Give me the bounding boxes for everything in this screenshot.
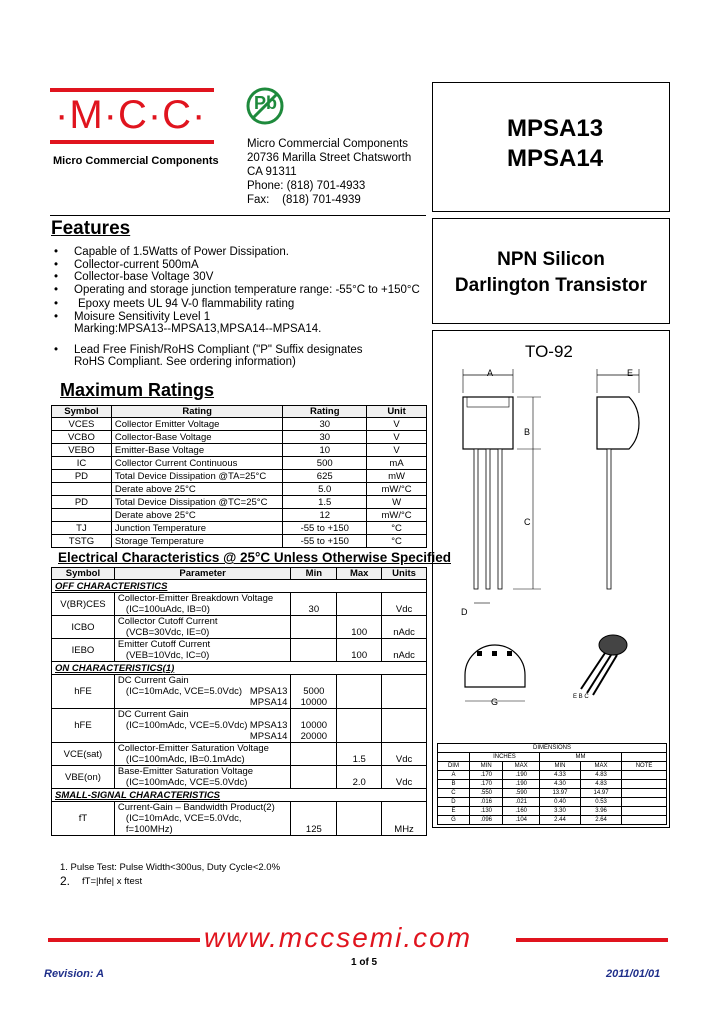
elec-parameter [114, 709, 290, 743]
rating-unit: mW [367, 470, 427, 483]
off-characteristics-title-row [52, 580, 427, 593]
dim-group-inches: INCHES [469, 753, 539, 762]
max-ratings-header: Rating [283, 406, 367, 418]
part-number-1: MPSA13 [507, 115, 604, 142]
param-name: DC Current Gain [117, 675, 189, 686]
elec-unit [382, 709, 427, 743]
dim-cell: 4.30 [539, 780, 580, 789]
dim-cell: 14.97 [581, 789, 622, 798]
small-signal-title: SMALL-SIGNAL CHARACTERISTICS [52, 789, 427, 802]
max-ratings-row [52, 509, 427, 522]
elec-row [52, 616, 427, 639]
company-address [247, 137, 411, 207]
elec-row [52, 709, 427, 743]
param-condition-text: (IC=100mAdc, VCE=5.0Vdc) [125, 777, 248, 788]
elec-max: 100 [337, 639, 382, 662]
dim-row [438, 807, 667, 816]
rating-symbol: PD [52, 470, 112, 483]
note-1: 1. Pulse Test: Pulse Width<300us, Duty Cycle<2.0% [60, 862, 281, 873]
dim-header: DIM [438, 762, 470, 771]
logo-top-bar [50, 88, 214, 92]
rating-name: Derate above 25°C [111, 509, 282, 522]
elec-min [291, 639, 337, 662]
dim-cell [622, 798, 667, 807]
elec-parameter [114, 639, 290, 662]
rating-value: 5.0 [283, 483, 367, 496]
device-description-box [432, 218, 670, 324]
dimension-table [437, 743, 667, 825]
small-signal-title-row [52, 789, 427, 802]
param-condition-text: (IC=100uAdc, IB=0) [125, 604, 210, 615]
elec-unit: Vdc [382, 743, 427, 766]
max-ratings-row [52, 470, 427, 483]
features-rule [50, 215, 426, 216]
address-line: Micro Commercial Components [247, 138, 409, 150]
param-condition [118, 777, 287, 788]
rating-unit: °C [367, 522, 427, 535]
dim-row [438, 789, 667, 798]
param-condition-text: (IC=10mAdc, VCE=5.0Vdc, f=100MHz) [125, 813, 242, 835]
elec-unit: MHz [382, 802, 427, 836]
param-name: Collector-Emitter Saturation Voltage [117, 743, 269, 754]
feature-item: Marking:MPSA13--MPSA13,MPSA14--MPSA14. [74, 323, 322, 335]
on-characteristics-title-row [52, 662, 427, 675]
pb-free-icon [243, 84, 287, 128]
note-2-number: 2. [60, 874, 71, 888]
param-name: DC Current Gain [117, 709, 189, 720]
dim-cell [622, 816, 667, 825]
dim-row [438, 798, 667, 807]
rating-symbol: TJ [52, 522, 112, 535]
rating-symbol: IC [52, 457, 112, 470]
feature-item: • Collector-current 500mA [48, 259, 428, 272]
elec-max: 1.5 [337, 743, 382, 766]
dim-cell: .104 [503, 816, 540, 825]
device-line-1: NPN Silicon [497, 249, 605, 270]
elec-header: Symbol [52, 568, 115, 580]
dim-label-e: E [627, 368, 634, 378]
max-ratings-header: Unit [367, 406, 427, 418]
rating-unit: mA [367, 457, 427, 470]
package-front-view [453, 367, 553, 627]
logo-caption: Micro Commercial Components [53, 155, 219, 167]
elec-title: Electrical Characteristics @ 25°C Unless Otherwise Specified [58, 550, 451, 565]
dim-cell: .096 [469, 816, 502, 825]
param-condition-text: (IC=100mAdc, VCE=5.0Vdc) [125, 720, 248, 731]
pin-labels-ebc: E B C [573, 694, 589, 700]
pb-badge-text: Pb [254, 93, 278, 113]
footer-bar-right [516, 938, 668, 942]
dim-cell: A [438, 771, 470, 780]
param-name: Base-Emitter Saturation Voltage [117, 766, 254, 777]
elec-header: Units [382, 568, 427, 580]
dim-cell: .160 [503, 807, 540, 816]
dim-cell: .130 [469, 807, 502, 816]
elec-row [52, 743, 427, 766]
dim-cell: E [438, 807, 470, 816]
dim-label-g: G [491, 697, 499, 707]
rating-name: Collector Emitter Voltage [111, 418, 282, 431]
dim-cell: .590 [503, 789, 540, 798]
dim-cell: 4.83 [581, 771, 622, 780]
dim-cell: .016 [469, 798, 502, 807]
dim-cell: .550 [469, 789, 502, 798]
elec-max: 2.0 [337, 766, 382, 789]
elec-max [337, 593, 382, 616]
elec-symbol: ICBO [52, 616, 115, 639]
rating-value: 12 [283, 509, 367, 522]
dim-cell: .170 [469, 780, 502, 789]
part-number-box [432, 82, 670, 212]
dim-cell [622, 789, 667, 798]
dim-cell: 0.40 [539, 798, 580, 807]
dim-cell: 4.83 [581, 780, 622, 789]
rating-value: 500 [283, 457, 367, 470]
rating-symbol: VCES [52, 418, 112, 431]
address-fax: Fax: (818) 701-4939 [247, 194, 361, 206]
elec-symbol: fT [52, 802, 115, 836]
rating-value: 1.5 [283, 496, 367, 509]
elec-symbol: hFE [52, 675, 115, 709]
dim-cell: 3.96 [581, 807, 622, 816]
dim-cell: 3.30 [539, 807, 580, 816]
elec-symbol: hFE [52, 709, 115, 743]
dim-cell: 4.33 [539, 771, 580, 780]
max-ratings-row [52, 418, 427, 431]
max-ratings-row [52, 483, 427, 496]
package-bottom-view [459, 631, 539, 711]
rating-name: Total Device Dissipation @TA=25°C [111, 470, 282, 483]
elec-unit: Vdc [382, 593, 427, 616]
elec-header: Max [337, 568, 382, 580]
elec-symbol: VBE(on) [52, 766, 115, 789]
rating-unit: V [367, 418, 427, 431]
dim-cell [622, 771, 667, 780]
rating-unit: °C [367, 535, 427, 548]
dim-row [438, 816, 667, 825]
param-name: Collector-Emitter Breakdown Voltage [117, 593, 274, 604]
rating-value: 10 [283, 444, 367, 457]
dim-cell: B [438, 780, 470, 789]
footer-bar-left [48, 938, 200, 942]
max-ratings-title: Maximum Ratings [60, 380, 215, 400]
dim-row [438, 780, 667, 789]
elec-max [337, 709, 382, 743]
dim-cell: 13.97 [539, 789, 580, 798]
dim-cell: C [438, 789, 470, 798]
max-ratings-row [52, 496, 427, 509]
feature-item: • Moisure Sensitivity Level 1 [48, 311, 428, 324]
rating-unit: W [367, 496, 427, 509]
revision: Revision: A [44, 968, 105, 980]
device-line-2: Darlington Transistor [454, 275, 648, 296]
param-condition-text: (VEB=10Vdc, IC=0) [125, 650, 210, 661]
dim-cell: .190 [503, 780, 540, 789]
dim-label-d: D [461, 607, 468, 617]
elec-char-table [51, 567, 427, 836]
elec-min: 125 [291, 802, 337, 836]
max-ratings-header: Rating [111, 406, 282, 418]
dim-header: MIN [539, 762, 580, 771]
max-ratings-table [51, 405, 427, 548]
address-line: CA 91311 [247, 166, 297, 178]
rating-symbol: VCBO [52, 431, 112, 444]
param-name: Emitter Cutoff Current [117, 639, 211, 650]
rating-value: -55 to +150 [283, 522, 367, 535]
rating-name: Collector Current Continuous [111, 457, 282, 470]
dim-header: MAX [581, 762, 622, 771]
feature-item: • Epoxy meets UL 94 V-0 flammability rating [48, 298, 428, 311]
param-condition [118, 720, 287, 742]
elec-max: 100 [337, 616, 382, 639]
max-ratings-row [52, 522, 427, 535]
max-ratings-header: Symbol [52, 406, 112, 418]
package-box [432, 330, 670, 828]
rating-value: -55 to +150 [283, 535, 367, 548]
dim-header: MIN [469, 762, 502, 771]
off-characteristics-title: OFF CHARACTERISTICS [52, 580, 427, 593]
rating-unit: mW/°C [367, 509, 427, 522]
features-list [48, 246, 428, 369]
dim-cell: .021 [503, 798, 540, 807]
dim-cell: .170 [469, 771, 502, 780]
rating-name: Junction Temperature [111, 522, 282, 535]
note-2-text: fT=|hfe| x ftest [82, 876, 143, 887]
elec-header: Min [291, 568, 337, 580]
rating-name: Emitter-Base Voltage [111, 444, 282, 457]
rating-symbol: TSTG [52, 535, 112, 548]
dim-cell [622, 780, 667, 789]
dim-cell: 2.64 [581, 816, 622, 825]
page-number: 1 of 5 [351, 957, 378, 968]
elec-parameter [114, 675, 290, 709]
elec-row [52, 593, 427, 616]
elec-symbol: IEBO [52, 639, 115, 662]
dim-header: NOTE [622, 762, 667, 771]
elec-row [52, 766, 427, 789]
rating-name: Storage Temperature [111, 535, 282, 548]
footer-url[interactable]: www.mccsemi.com [204, 922, 473, 953]
elec-parameter [114, 616, 290, 639]
elec-min: 10000 20000 [291, 709, 337, 743]
features-title: Features [51, 218, 131, 239]
rating-symbol [52, 483, 112, 496]
dim-header-blank [438, 753, 470, 762]
rating-name: Collector-Base Voltage [111, 431, 282, 444]
rating-value: 625 [283, 470, 367, 483]
elec-row [52, 675, 427, 709]
dim-cell [622, 807, 667, 816]
dim-table-title: DIMENSIONS [438, 744, 667, 753]
dim-cell: D [438, 798, 470, 807]
max-ratings-row [52, 535, 427, 548]
elec-min [291, 616, 337, 639]
logo-bottom-bar [50, 140, 214, 144]
elec-min: 5000 10000 [291, 675, 337, 709]
feature-item: • Operating and storage junction temperature range: -55°C to +150°C [48, 284, 428, 297]
dim-cell: 2.44 [539, 816, 580, 825]
param-part-numbers: MPSA13 MPSA14 [249, 686, 288, 708]
on-characteristics-title: ON CHARACTERISTICS(1) [52, 662, 427, 675]
param-condition-text: (IC=100mAdc, IB=0.1mAdc) [125, 754, 245, 765]
elec-parameter [114, 802, 290, 836]
rating-symbol: PD [52, 496, 112, 509]
dim-row [438, 771, 667, 780]
elec-unit: Vdc [382, 766, 427, 789]
param-condition-text: (VCB=30Vdc, IE=0) [125, 627, 210, 638]
mcc-logo: ·M·C·C· [55, 93, 207, 137]
elec-max [337, 802, 382, 836]
max-ratings-row [52, 444, 427, 457]
elec-row [52, 639, 427, 662]
elec-unit: nAdc [382, 616, 427, 639]
dim-cell: .190 [503, 771, 540, 780]
rating-value: 30 [283, 418, 367, 431]
elec-parameter [114, 766, 290, 789]
rating-unit: V [367, 431, 427, 444]
param-condition [118, 686, 287, 708]
param-condition-text: (IC=10mAdc, VCE=5.0Vdc) [125, 686, 243, 697]
address-phone: Phone: (818) 701-4933 [247, 180, 366, 192]
rating-symbol [52, 509, 112, 522]
param-name: Current-Gain – Bandwidth Product(2) [117, 802, 275, 813]
feature-item: • Lead Free Finish/RoHS Compliant ("P" Suffix designates [48, 344, 428, 357]
elec-max [337, 675, 382, 709]
rating-value: 30 [283, 431, 367, 444]
address-line: 20736 Marilla Street Chatsworth [247, 152, 412, 164]
feature-item: • Collector-base Voltage 30V [48, 271, 428, 284]
elec-unit [382, 675, 427, 709]
dim-label-c: C [524, 517, 531, 527]
elec-symbol: V(BR)CES [52, 593, 115, 616]
rating-unit: mW/°C [367, 483, 427, 496]
dim-group-mm: MM [539, 753, 621, 762]
elec-parameter [114, 593, 290, 616]
revision-date: 2011/01/01 [606, 968, 661, 980]
elec-row [52, 802, 427, 836]
elec-min [291, 766, 337, 789]
param-condition [118, 754, 287, 765]
param-condition [118, 604, 287, 615]
feature-item: RoHS Compliant. See ordering information) [74, 356, 296, 368]
dim-cell: 0.53 [581, 798, 622, 807]
dim-header-blank [622, 753, 667, 762]
elec-parameter [114, 743, 290, 766]
dim-label-b: B [524, 427, 531, 437]
elec-min: 30 [291, 593, 337, 616]
max-ratings-row [52, 457, 427, 470]
rating-symbol: VEBO [52, 444, 112, 457]
rating-unit: V [367, 444, 427, 457]
param-condition [118, 627, 287, 638]
package-side-view [583, 367, 663, 597]
dim-header: MAX [503, 762, 540, 771]
feature-item: • Capable of 1.5Watts of Power Dissipation. [48, 246, 428, 259]
package-name: TO-92 [525, 342, 573, 361]
rating-name: Total Device Dissipation @TC=25°C [111, 496, 282, 509]
elec-unit: nAdc [382, 639, 427, 662]
param-part-numbers: MPSA13 MPSA14 [249, 720, 288, 742]
max-ratings-row [52, 431, 427, 444]
param-name: Collector Cutoff Current [117, 616, 218, 627]
dim-label-a: A [487, 368, 494, 378]
part-number-2: MPSA14 [507, 145, 604, 172]
rating-name: Derate above 25°C [111, 483, 282, 496]
param-condition [118, 650, 287, 661]
dim-cell: G [438, 816, 470, 825]
param-condition [118, 813, 287, 835]
elec-symbol: VCE(sat) [52, 743, 115, 766]
elec-header: Parameter [114, 568, 290, 580]
elec-min [291, 743, 337, 766]
